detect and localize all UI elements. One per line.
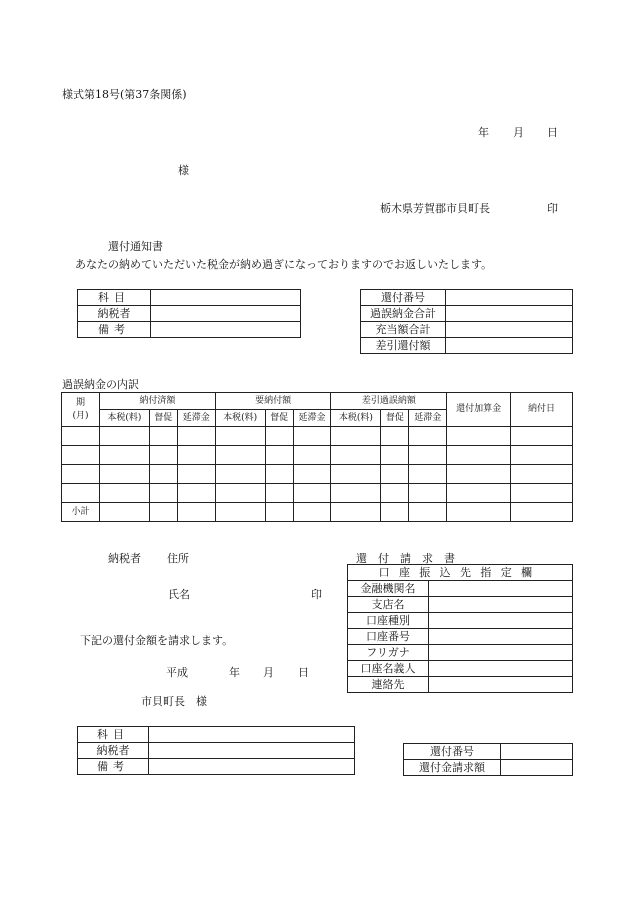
breakdown-title: 過誤納金の内訳	[62, 378, 139, 391]
label-net-refund: 差引還付額	[361, 338, 446, 354]
value-refund-claim-amount[interactable]	[501, 760, 573, 776]
date-day-label: 日	[547, 126, 558, 139]
header-overpaid-amount: 差引過誤納額	[331, 393, 447, 410]
claim-addressee: 市貝町長 様	[141, 695, 207, 708]
label-refund-number: 還付番号	[361, 290, 446, 306]
value-subject[interactable]	[149, 727, 355, 743]
form-number: 様式第18号(第37条関係)	[62, 88, 187, 101]
label-branch-name: 支店名	[348, 597, 429, 613]
claim-day: 日	[298, 666, 309, 679]
claim-year: 年	[229, 666, 240, 679]
table-row	[62, 484, 573, 503]
bottom-subject-table	[77, 726, 355, 775]
subheader-demand: 督促	[149, 410, 177, 427]
value-overpayment-total[interactable]	[446, 306, 573, 322]
table-row	[62, 427, 573, 446]
subject-info-table	[77, 289, 301, 338]
label-account-holder: 口座名義人	[348, 661, 429, 677]
label-refund-number: 還付番号	[404, 744, 501, 760]
value-account-holder[interactable]	[429, 661, 573, 677]
date-year-label: 年	[478, 126, 489, 139]
subtotal-row	[62, 503, 573, 522]
value-taxpayer[interactable]	[151, 306, 301, 322]
label-overpayment-total: 過誤納金合計	[361, 306, 446, 322]
value-appropriation-total[interactable]	[446, 322, 573, 338]
bottom-refund-table	[403, 743, 573, 776]
value-branch-name[interactable]	[429, 597, 573, 613]
claim-seal: 印	[311, 588, 322, 601]
breakdown-table	[61, 392, 573, 522]
header-required-amount: 要納付額	[215, 393, 331, 410]
header-paid-amount: 納付済額	[99, 393, 215, 410]
refund-message: あなたの納めていただいた税金が納め過ぎになっておりますのでお返しいたします。	[75, 258, 493, 271]
bank-account-table	[347, 564, 573, 693]
account-header: 口座振込先指定欄	[348, 565, 573, 581]
claim-request-text: 下記の還付金額を請求します。	[80, 634, 234, 647]
claim-address-label: 住所	[167, 552, 189, 565]
label-remarks: 備考	[78, 759, 149, 775]
value-contact[interactable]	[429, 677, 573, 693]
value-net-refund[interactable]	[446, 338, 573, 354]
value-subject[interactable]	[151, 290, 301, 306]
label-furigana: フリガナ	[348, 645, 429, 661]
date-month-label: 月	[513, 126, 524, 139]
label-subject: 科目	[78, 727, 149, 743]
label-bank-name: 金融機関名	[348, 581, 429, 597]
subheader-demand: 督促	[265, 410, 293, 427]
label-taxpayer: 納税者	[78, 306, 151, 322]
value-remarks[interactable]	[151, 322, 301, 338]
subheader-late-fee: 延滞金	[293, 410, 331, 427]
subheader-late-fee: 延滞金	[409, 410, 447, 427]
claim-taxpayer-label: 納税者	[108, 552, 141, 565]
claim-title: 還付請求書	[356, 552, 466, 565]
subheader-principal: 本税(料)	[215, 410, 265, 427]
table-row	[62, 446, 573, 465]
label-appropriation-total: 充当額合計	[361, 322, 446, 338]
value-account-number[interactable]	[429, 629, 573, 645]
label-subject: 科目	[78, 290, 151, 306]
subheader-principal: 本税(料)	[99, 410, 149, 427]
value-bank-name[interactable]	[429, 581, 573, 597]
claim-month: 月	[263, 666, 274, 679]
header-refund-interest: 還付加算金	[447, 393, 511, 427]
claim-era: 平成	[166, 666, 188, 679]
refund-summary-table	[360, 289, 573, 354]
label-refund-claim-amount: 還付金請求額	[404, 760, 501, 776]
value-refund-number[interactable]	[446, 290, 573, 306]
header-period: 期 (月)	[62, 393, 100, 427]
value-refund-number[interactable]	[501, 744, 573, 760]
label-remarks: 備考	[78, 322, 151, 338]
label-account-type: 口座種別	[348, 613, 429, 629]
label-account-number: 口座番号	[348, 629, 429, 645]
value-taxpayer[interactable]	[149, 743, 355, 759]
issuer-seal: 印	[547, 202, 558, 215]
issuer-name: 栃木県芳賀郡市貝町長	[380, 202, 490, 215]
subheader-demand: 督促	[381, 410, 409, 427]
recipient-suffix: 様	[178, 164, 189, 177]
label-contact: 連絡先	[348, 677, 429, 693]
header-payment-date: 納付日	[511, 393, 573, 427]
value-remarks[interactable]	[149, 759, 355, 775]
subheader-principal: 本税(料)	[331, 410, 381, 427]
value-furigana[interactable]	[429, 645, 573, 661]
subtotal-label: 小計	[62, 503, 100, 522]
value-account-type[interactable]	[429, 613, 573, 629]
table-row	[62, 465, 573, 484]
document-title: 還付通知書	[108, 240, 163, 253]
claim-name-label: 氏名	[168, 588, 190, 601]
label-taxpayer: 納税者	[78, 743, 149, 759]
subheader-late-fee: 延滞金	[177, 410, 215, 427]
